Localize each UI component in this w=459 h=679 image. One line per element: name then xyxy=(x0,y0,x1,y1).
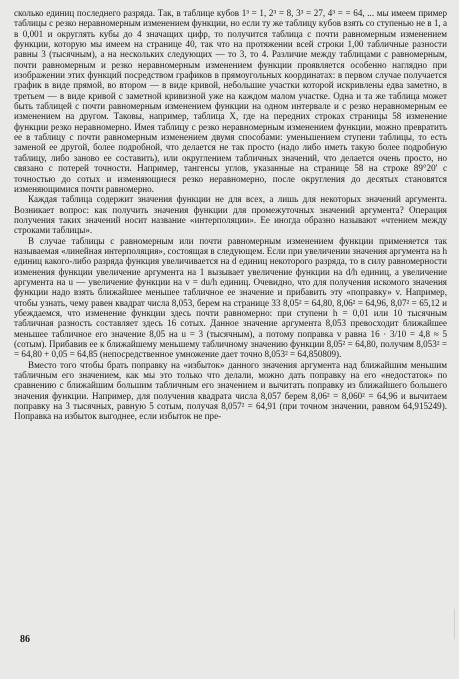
page-number: 86 xyxy=(20,634,30,645)
paragraph-linear-interpolation: В случае таблицы с равномерным или почти равномерным изменением функции применяется так называемая «линейная интерполяция», состоящая в следующем. Если при увеличении значения аргумента на h единиц какого-либо разряда функция увеличивается на d единиц некоторого разряда, то в силу равномерности изменения функции увеличение аргумента на 1 вызывает увеличение функции на d/h единиц, а увеличение аргумента на u — увеличение функции на v = du/h единиц. Очевидно, что для получения искомого значения функции надо взять ближайшее меньшее табличное ее значение и прибавить эту «поправку» v. Например, чтобы узнать, чему равен квадрат числа 8,053, берем на странице 33 8,05² = 64,80, 8,06² = 64,96, 8,07² = 65,12 и убеждаемся, что изменение функции здесь почти равномерно: при ступени h = 0,01 или 10 тысячным табличная разность составляет здесь 16 сотых. Данное значение аргумента 8,053 превосходит ближайшее меньшее табличное его значение 8,05 на u = 3 (тысячным), а потому поправка v равна 16 · 3/10 = 4,8 ≈ 5 (сотым). Прибавив ее к ближайшему меньшему табличному значению функции 8,05² = 64,80, получим 8,053² = = 64,80 + 0,05 = 64,85 (непосредственное умножение дает точно 8,053² = 64,850809). xyxy=(14,235,447,360)
paragraph-correction: Вместо того чтобы брать поправку на «избыток» данного значения аргумента над ближайшим меньшим табличным его значением, как мы это только что делали, можно дать поправку на его «недостаток» по сравнению с ближайшим большим табличным его значением и вычитать поправку из ближайшего большего значения функции. Например, для получения квадрата числа 8,057 берем 8,06² = 8,060² = 64,96 и вычитаем поправку на 3 тысячных, равную 5 сотым, получая 8,057² = 64,91 (при точном значении, равном 64,915249). Поправка на избыток выгоднее, если избыток не пре- xyxy=(14,359,447,422)
paragraph-interpolation-intro: Каждая таблица содержит значения функции не для всех, а лишь для некоторых значений аргумента. Возникает вопрос: как получить значения функции для промежуточных значений аргумента? Операция получения таких значений носит название «интерполяции». Ее иногда образно называют «чтением между строками таблицы». xyxy=(14,194,447,236)
paragraph-continuation: сколько единиц последнего разряда. Так, в таблице кубов 1³ = 1, 2³ = 8, 3³ = 27, 4³ = = 64, ... мы имеем пример таблицы с резко неравномерным изменением функции, но если ту же таблицу кубов взять со ступенью не в 1, а в 0,001 и округлять кубы до 4 значащих цифр, то получится таблица с почти равномерным изменением функции, которую мы имеем на странице 40, так что на протяжении всей строки 1,00 табличные разности равны 3 (тысячным), а на нескольких следующих — то 3, то 4. Различие между таблицами с равномерным, почти равномерным и резко неравномерным изменением функции проявляется особенно наглядно при изображении этих функций посредством графиков в прямоугольных координатах: в первом случае получается график в виде прямой, во втором — в виде кривой, небольшие участки которой искривлены едва заметно, в третьем — в виде кривой с заметной кривизной уже на каждом малом участке. Одна и та же таблица может быть таблицей с почти равномерным изменением функции на одном интервале и с резко неравномерным ее изменением на другом. Таковы, например, таблица X, где на передних строках страницы 58 изменение функции резко неравномерно. Имея таблицу с резко неравномерным изменением функции, можно превратить ее в таблицу с почти равномерным изменением двумя способами: уменьшением ступени таблицы, то есть заменой ее другой, более подробной, что делается не так просто (надо либо иметь такую более подробную таблицу, либо заново ее составить), или округлением табличных значений, что делается очень просто, но связано с потерей точности. Например, тангенсы углов, указанные на странице 58 на строке 89°20′ с точностью до сотых и изменяющиеся резко неравномерно, после округления до десятых становятся изменяющимися почти равномерно. xyxy=(14,8,447,194)
page-edge-mark xyxy=(454,609,455,639)
